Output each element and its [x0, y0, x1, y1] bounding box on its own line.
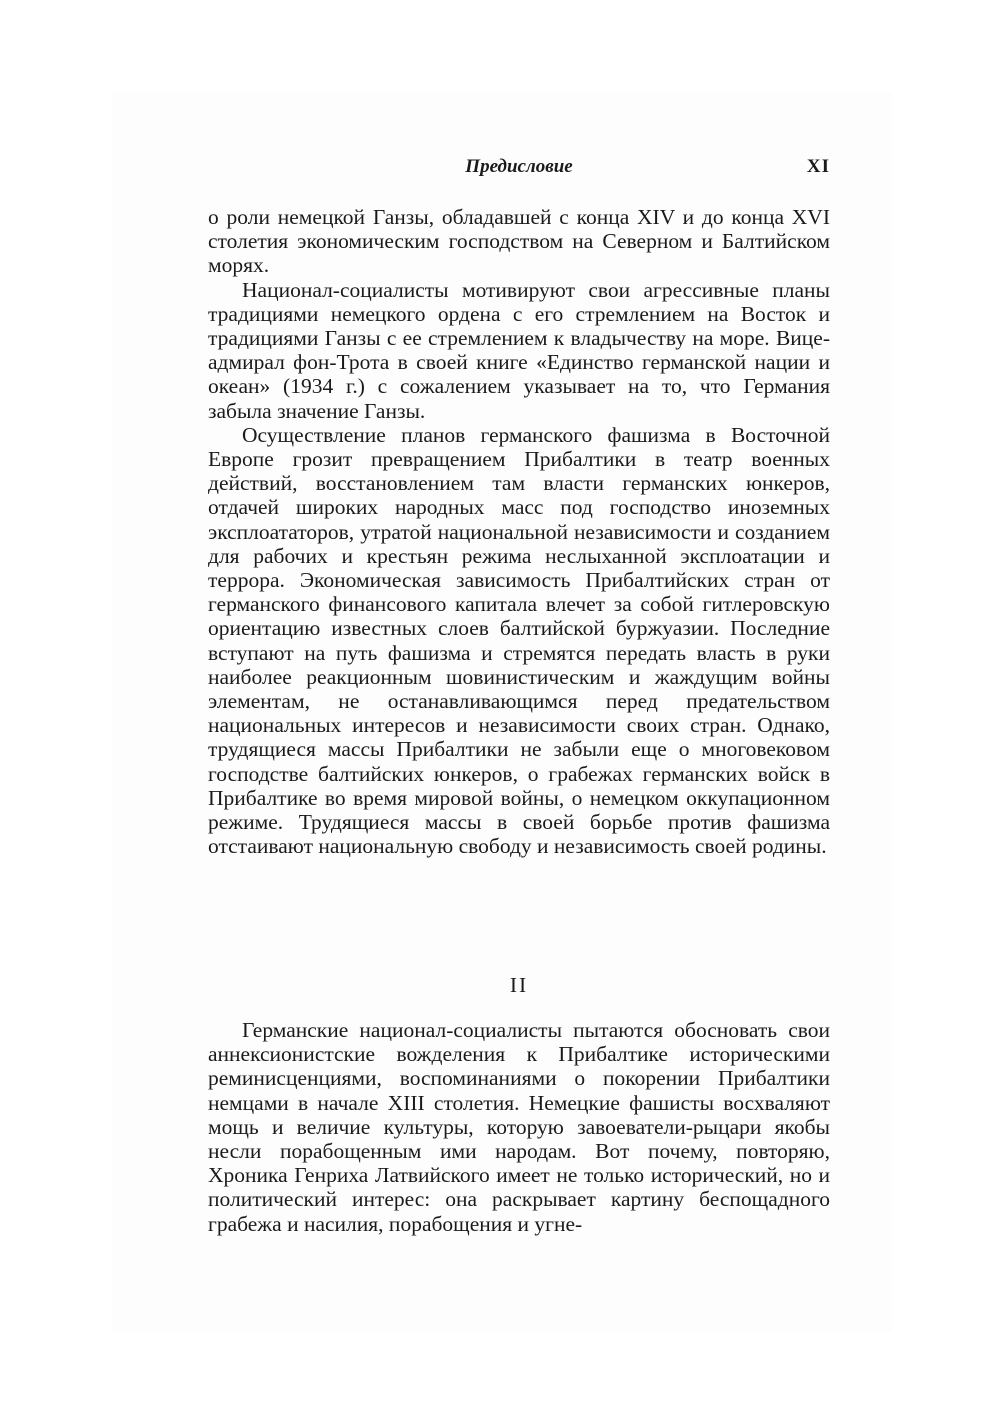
paragraph-continuation: о роли немецкой Ганзы, обладавшей с конца XIV и до конца XVI столетия экономическим господством на Северном и Балтийском морях. [208, 205, 830, 278]
section-1-text [208, 205, 830, 858]
paragraph: Национал-социалисты мотивируют свои агрессивные планы традициями немецкого ордена с его стремлением на Восток и традициями Ганзы с ее стремлением к владычеству на море. Вице-адмирал фон-Трота в своей книге «Единство германской нации и океан» (1934 г.) с сожалением указывает на то, что Германия забыла значение Ганзы. [208, 277, 830, 423]
paragraph: Германские национал-социалисты пытаются обосновать свои аннексионистские вожделения к Прибалтике историческими реминисценциями, воспоминаниями о покорении Прибалтики немцами в начале XIII столетия. Немецкие фашисты восхваляют мощь и величие культуры, которую завоеватели-рыцари якобы несли порабощенным ими народам. Вот почему, повторяю, Хроника Генриха Латвийского имеет не только исторический, но и политический интерес: она раскрывает картину беспощадного грабежа и насилия, порабощения и угне- [208, 1018, 830, 1236]
section-number: II [509, 973, 529, 997]
page-header [208, 156, 830, 182]
paragraph: Осуществление планов германского фашизма в Восточной Европе грозит превращением Прибалтики в театр военных действий, восстановлением там власти германских юнкеров, отдачей широких народных масс под господство иноземных эксплоататоров, утратой национальной независимости и созданием для рабочих и крестьян режима неслыханной эксплоатации и террора. Экономическая зависимость Прибалтийских стран от германского финансового капитала влечет за собой гитлеровскую ориентацию известных слоев балтийской буржуазии. Последние вступают на путь фашизма и стремятся передать власть в руки наиболее реакционным шовинистическим и жаждущим войны элементам, не останавливающимся перед предательством национальных интересов и независимости своих стран. Однако, трудящиеся массы Прибалтики не забыли еще о многовековом господстве балтийских юнкеров, о грабежах германских войск в Прибалтике во время мировой войны, о немецком оккупационном режиме. Трудящиеся массы в своей борьбе против фашизма отстаивают национальную свободу и независимость своей родины. [208, 422, 830, 859]
running-title: Предисловие [465, 156, 573, 177]
section-2-text [208, 1018, 830, 1236]
page-number: XI [806, 156, 830, 177]
